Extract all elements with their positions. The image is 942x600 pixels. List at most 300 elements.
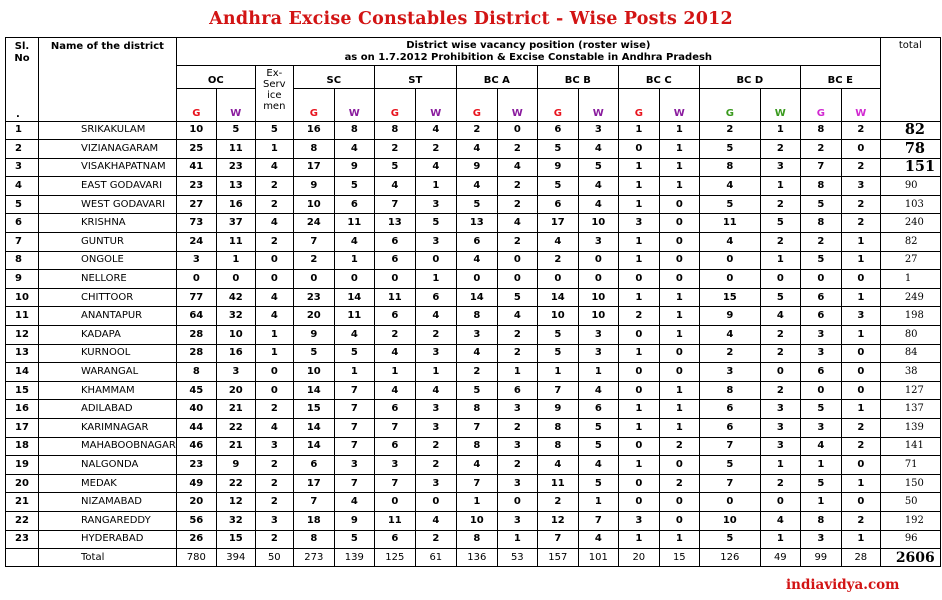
district-name: KHAMMAM xyxy=(39,381,177,400)
vacancy-cell: 1 xyxy=(841,530,880,549)
vacancy-cell: 7 xyxy=(537,381,578,400)
vacancy-cell: 7 xyxy=(699,474,760,493)
vacancy-cell: 3 xyxy=(618,511,659,530)
vacancy-cell: 1 xyxy=(760,121,800,140)
district-name: ADILABAD xyxy=(39,400,177,419)
row-total: 249 xyxy=(880,288,940,307)
vacancy-cell: 2 xyxy=(255,233,293,252)
vacancy-cell: 4 xyxy=(497,158,537,177)
total-cell: 101 xyxy=(578,549,618,567)
vacancy-cell: 41 xyxy=(176,158,216,177)
vacancy-cell: 1 xyxy=(216,251,255,270)
vacancy-cell: 2 xyxy=(659,474,699,493)
vacancy-cell: 6 xyxy=(415,288,456,307)
row-number: 11 xyxy=(6,307,39,326)
vacancy-cell: 4 xyxy=(255,419,293,438)
vacancy-cell: 7 xyxy=(334,437,374,456)
vacancy-cell: 11 xyxy=(216,233,255,252)
table-row xyxy=(6,270,941,289)
vacancy-cell: 3 xyxy=(415,474,456,493)
vacancy-cell: 3 xyxy=(497,437,537,456)
vacancy-cell: 2 xyxy=(255,177,293,196)
vacancy-cell: 3 xyxy=(800,344,841,363)
vacancy-cell: 7 xyxy=(334,381,374,400)
total-cell: 273 xyxy=(293,549,334,567)
row-number: 21 xyxy=(6,493,39,512)
vacancy-cell: 4 xyxy=(415,121,456,140)
row-total: 150 xyxy=(880,474,940,493)
district-name: EAST GODAVARI xyxy=(39,177,177,196)
total-cell: 49 xyxy=(760,549,800,567)
row-total: 192 xyxy=(880,511,940,530)
vacancy-cell: 0 xyxy=(618,474,659,493)
row-number: 13 xyxy=(6,344,39,363)
vacancy-cell: 1 xyxy=(618,195,659,214)
total-cell: 136 xyxy=(456,549,497,567)
vacancy-cell: 22 xyxy=(216,419,255,438)
vacancy-cell: 0 xyxy=(578,270,618,289)
total-cell: 126 xyxy=(699,549,760,567)
vacancy-cell: 17 xyxy=(293,158,334,177)
district-posts-table xyxy=(5,37,941,567)
vacancy-cell: 0 xyxy=(659,456,699,475)
vacancy-cell: 3 xyxy=(216,363,255,382)
district-name: WARANGAL xyxy=(39,363,177,382)
vacancy-cell: 1 xyxy=(618,158,659,177)
bca-w: W xyxy=(497,88,537,121)
vacancy-cell: 4 xyxy=(537,456,578,475)
vacancy-cell: 0 xyxy=(415,251,456,270)
row-number: 14 xyxy=(6,363,39,382)
vacancy-cell: 1 xyxy=(760,456,800,475)
cat-sc: SC xyxy=(293,66,374,89)
district-name: RANGAREDDY xyxy=(39,511,177,530)
vacancy-cell: 0 xyxy=(659,493,699,512)
vacancy-cell: 0 xyxy=(618,437,659,456)
vacancy-cell: 2 xyxy=(760,381,800,400)
vacancy-cell: 10 xyxy=(578,288,618,307)
vacancy-cell: 1 xyxy=(841,400,880,419)
cat-bce: BC E xyxy=(800,66,880,89)
vacancy-cell: 0 xyxy=(255,363,293,382)
row-total: 27 xyxy=(880,251,940,270)
row-total: 1 xyxy=(880,270,940,289)
vacancy-cell: 5 xyxy=(578,419,618,438)
total-cell: 53 xyxy=(497,549,537,567)
vacancy-cell: 0 xyxy=(456,270,497,289)
row-number: 7 xyxy=(6,233,39,252)
vacancy-cell: 6 xyxy=(699,400,760,419)
table-row xyxy=(6,288,941,307)
vacancy-cell: 2 xyxy=(415,530,456,549)
table-row xyxy=(6,493,941,512)
vacancy-cell: 8 xyxy=(293,530,334,549)
vacancy-cell: 5 xyxy=(334,530,374,549)
vacancy-cell: 11 xyxy=(699,214,760,233)
vacancy-cell: 1 xyxy=(618,419,659,438)
table-row xyxy=(6,381,941,400)
vacancy-cell: 0 xyxy=(374,270,415,289)
vacancy-cell: 3 xyxy=(578,121,618,140)
vacancy-cell: 16 xyxy=(293,121,334,140)
vacancy-cell: 7 xyxy=(800,158,841,177)
district-name: KARIMNAGAR xyxy=(39,419,177,438)
table-row xyxy=(6,474,941,493)
district-name: KADAPA xyxy=(39,326,177,345)
vacancy-cell: 2 xyxy=(699,344,760,363)
vacancy-cell: 1 xyxy=(659,121,699,140)
vacancy-cell: 0 xyxy=(497,493,537,512)
vacancy-cell: 0 xyxy=(618,363,659,382)
vacancy-cell: 7 xyxy=(334,474,374,493)
vacancy-cell: 1 xyxy=(659,158,699,177)
vacancy-cell: 2 xyxy=(415,326,456,345)
vacancy-cell: 1 xyxy=(760,177,800,196)
vacancy-cell: 6 xyxy=(800,288,841,307)
vacancy-cell: 4 xyxy=(578,530,618,549)
row-total: 82 xyxy=(880,121,940,140)
vacancy-cell: 11 xyxy=(334,214,374,233)
vacancy-cell: 0 xyxy=(659,511,699,530)
vacancy-cell: 7 xyxy=(699,437,760,456)
vacancy-cell: 22 xyxy=(216,474,255,493)
vacancy-cell: 0 xyxy=(841,493,880,512)
table-row xyxy=(6,195,941,214)
vacancy-cell: 1 xyxy=(255,326,293,345)
vacancy-cell: 3 xyxy=(374,456,415,475)
vacancy-cell: 25 xyxy=(176,140,216,159)
vacancy-cell: 12 xyxy=(216,493,255,512)
vacancy-cell: 8 xyxy=(699,158,760,177)
vacancy-cell: 0 xyxy=(760,493,800,512)
vacancy-cell: 1 xyxy=(618,288,659,307)
vacancy-cell: 0 xyxy=(497,121,537,140)
row-number: 9 xyxy=(6,270,39,289)
vacancy-cell: 1 xyxy=(618,233,659,252)
vacancy-cell: 23 xyxy=(293,288,334,307)
vacancy-cell: 26 xyxy=(176,530,216,549)
vacancy-cell: 8 xyxy=(334,121,374,140)
bce-w: W xyxy=(841,88,880,121)
bce-g: G xyxy=(800,88,841,121)
vacancy-cell: 1 xyxy=(497,363,537,382)
vacancy-cell: 6 xyxy=(497,381,537,400)
vacancy-cell: 2 xyxy=(760,140,800,159)
vacancy-cell: 11 xyxy=(537,474,578,493)
vacancy-cell: 2 xyxy=(841,195,880,214)
table-row xyxy=(6,214,941,233)
vacancy-cell: 17 xyxy=(293,474,334,493)
bcb-w: W xyxy=(578,88,618,121)
vacancy-cell: 0 xyxy=(841,456,880,475)
vacancy-cell: 4 xyxy=(374,344,415,363)
vacancy-cell: 6 xyxy=(293,456,334,475)
vacancy-cell: 4 xyxy=(760,307,800,326)
vacancy-cell: 24 xyxy=(176,233,216,252)
total-cell: 157 xyxy=(537,549,578,567)
vacancy-cell: 4 xyxy=(497,307,537,326)
vacancy-cell: 6 xyxy=(456,233,497,252)
vacancy-cell: 7 xyxy=(456,419,497,438)
table-row xyxy=(6,400,941,419)
sc-g: G xyxy=(293,88,334,121)
vacancy-cell: 4 xyxy=(374,381,415,400)
total-cell: 139 xyxy=(334,549,374,567)
vacancy-cell: 24 xyxy=(293,214,334,233)
vacancy-cell: 15 xyxy=(293,400,334,419)
district-name: GUNTUR xyxy=(39,233,177,252)
vacancy-cell: 1 xyxy=(659,530,699,549)
vacancy-cell: 7 xyxy=(293,493,334,512)
total-label: Total xyxy=(39,549,177,567)
vacancy-cell: 5 xyxy=(255,121,293,140)
vacancy-cell: 5 xyxy=(537,344,578,363)
vacancy-cell: 1 xyxy=(659,400,699,419)
vacancy-cell: 3 xyxy=(578,326,618,345)
vacancy-cell: 1 xyxy=(415,363,456,382)
vacancy-cell: 4 xyxy=(255,307,293,326)
vacancy-cell: 49 xyxy=(176,474,216,493)
cat-ex-servicemen: Ex-Serv ice men xyxy=(255,66,293,122)
vacancy-cell: 6 xyxy=(537,121,578,140)
row-total: 80 xyxy=(880,326,940,345)
vacancy-cell: 4 xyxy=(255,214,293,233)
vacancy-cell: 4 xyxy=(255,288,293,307)
bcc-w: W xyxy=(659,88,699,121)
vacancy-cell: 15 xyxy=(699,288,760,307)
vacancy-cell: 11 xyxy=(374,511,415,530)
vacancy-cell: 0 xyxy=(334,270,374,289)
vacancy-cell: 3 xyxy=(415,195,456,214)
vacancy-cell: 8 xyxy=(293,140,334,159)
table-body xyxy=(6,121,941,567)
vacancy-cell: 1 xyxy=(618,456,659,475)
vacancy-cell: 5 xyxy=(578,158,618,177)
vacancy-cell: 1 xyxy=(618,400,659,419)
vacancy-cell: 5 xyxy=(800,474,841,493)
vacancy-cell: 2 xyxy=(760,474,800,493)
vacancy-cell: 5 xyxy=(800,400,841,419)
vacancy-cell: 2 xyxy=(374,140,415,159)
vacancy-cell: 3 xyxy=(841,177,880,196)
vacancy-cell: 9 xyxy=(537,400,578,419)
row-number: 23 xyxy=(6,530,39,549)
vacancy-cell: 2 xyxy=(841,121,880,140)
table-row xyxy=(6,326,941,345)
district-name: MEDAK xyxy=(39,474,177,493)
vacancy-cell: 5 xyxy=(537,177,578,196)
vacancy-cell: 2 xyxy=(415,140,456,159)
vacancy-cell: 4 xyxy=(415,511,456,530)
vacancy-cell: 1 xyxy=(760,251,800,270)
district-header: Name of the district xyxy=(39,38,177,122)
st-g: G xyxy=(374,88,415,121)
vacancy-cell: 3 xyxy=(800,530,841,549)
vacancy-cell: 18 xyxy=(293,511,334,530)
vacancy-cell: 2 xyxy=(841,158,880,177)
vacancy-cell: 16 xyxy=(216,344,255,363)
vacancy-cell: 1 xyxy=(456,493,497,512)
row-total: 198 xyxy=(880,307,940,326)
vacancy-cell: 8 xyxy=(800,177,841,196)
vacancy-cell: 5 xyxy=(334,177,374,196)
vacancy-cell: 2 xyxy=(255,400,293,419)
vacancy-cell: 4 xyxy=(699,177,760,196)
vacancy-cell: 9 xyxy=(293,326,334,345)
vacancy-cell: 23 xyxy=(216,158,255,177)
vacancy-cell: 12 xyxy=(537,511,578,530)
vacancy-cell: 2 xyxy=(659,437,699,456)
vacancy-cell: 20 xyxy=(216,381,255,400)
vacancy-cell: 6 xyxy=(800,363,841,382)
vacancy-cell: 5 xyxy=(800,195,841,214)
vacancy-cell: 14 xyxy=(334,288,374,307)
vacancy-cell: 3 xyxy=(800,419,841,438)
vacancy-cell: 20 xyxy=(176,493,216,512)
vacancy-cell: 5 xyxy=(760,214,800,233)
row-number: 4 xyxy=(6,177,39,196)
vacancy-cell: 1 xyxy=(497,530,537,549)
vacancy-cell: 8 xyxy=(456,307,497,326)
vacancy-cell: 14 xyxy=(293,419,334,438)
row-total: 240 xyxy=(880,214,940,233)
total-cell: 125 xyxy=(374,549,415,567)
vacancy-cell: 0 xyxy=(255,270,293,289)
total-header: total xyxy=(880,38,940,122)
vacancy-cell: 0 xyxy=(659,251,699,270)
vacancy-cell: 2 xyxy=(841,437,880,456)
vacancy-cell: 1 xyxy=(841,288,880,307)
vacancy-cell: 1 xyxy=(255,140,293,159)
vacancy-cell: 5 xyxy=(537,140,578,159)
vacancy-cell: 8 xyxy=(456,400,497,419)
vacancy-cell: 3 xyxy=(415,400,456,419)
vacancy-cell: 0 xyxy=(760,270,800,289)
vacancy-cell: 4 xyxy=(578,381,618,400)
vacancy-cell: 15 xyxy=(216,530,255,549)
vacancy-cell: 3 xyxy=(497,511,537,530)
vacancy-cell: 9 xyxy=(293,177,334,196)
row-total: 139 xyxy=(880,419,940,438)
table-row xyxy=(6,456,941,475)
vacancy-cell: 9 xyxy=(537,158,578,177)
vacancy-cell: 14 xyxy=(293,381,334,400)
vacancy-cell: 6 xyxy=(374,437,415,456)
vacancy-cell: 2 xyxy=(415,456,456,475)
vacancy-cell: 1 xyxy=(374,363,415,382)
vacancy-cell: 1 xyxy=(760,530,800,549)
row-number: 12 xyxy=(6,326,39,345)
vacancy-cell: 56 xyxy=(176,511,216,530)
table-row xyxy=(6,233,941,252)
vacancy-cell: 6 xyxy=(578,400,618,419)
vacancy-cell: 1 xyxy=(618,530,659,549)
table-row xyxy=(6,344,941,363)
district-name: VIZIANAGARAM xyxy=(39,140,177,159)
vacancy-cell: 3 xyxy=(415,233,456,252)
vacancy-cell: 0 xyxy=(497,251,537,270)
row-total: 96 xyxy=(880,530,940,549)
vacancy-cell: 2 xyxy=(497,344,537,363)
vacancy-cell: 8 xyxy=(176,363,216,382)
vacancy-cell: 3 xyxy=(578,233,618,252)
district-name: KURNOOL xyxy=(39,344,177,363)
row-total: 137 xyxy=(880,400,940,419)
vacancy-cell: 14 xyxy=(456,288,497,307)
vacancy-cell: 4 xyxy=(537,233,578,252)
vacancy-cell: 2 xyxy=(255,474,293,493)
total-cell: 28 xyxy=(841,549,880,567)
row-total: 141 xyxy=(880,437,940,456)
vacancy-cell: 20 xyxy=(293,307,334,326)
vacancy-cell: 6 xyxy=(374,530,415,549)
total-cell: 50 xyxy=(255,549,293,567)
vacancy-cell: 0 xyxy=(293,270,334,289)
vacancy-cell: 2 xyxy=(456,121,497,140)
vacancy-cell: 2 xyxy=(841,214,880,233)
vacancy-cell: 2 xyxy=(537,493,578,512)
vacancy-cell: 0 xyxy=(841,344,880,363)
vacancy-cell: 5 xyxy=(537,326,578,345)
vacancy-cell: 1 xyxy=(800,456,841,475)
vacancy-cell: 10 xyxy=(699,511,760,530)
total-cell: 15 xyxy=(659,549,699,567)
vacancy-cell: 2 xyxy=(760,195,800,214)
vacancy-cell: 4 xyxy=(415,307,456,326)
vacancy-cell: 7 xyxy=(334,400,374,419)
vacancy-cell: 3 xyxy=(578,344,618,363)
vacancy-cell: 10 xyxy=(293,363,334,382)
district-name: KRISHNA xyxy=(39,214,177,233)
sc-w: W xyxy=(334,88,374,121)
vacancy-cell: 8 xyxy=(456,437,497,456)
row-number: 16 xyxy=(6,400,39,419)
bcb-g: G xyxy=(537,88,578,121)
vacancy-cell: 1 xyxy=(618,251,659,270)
vacancy-cell: 32 xyxy=(216,307,255,326)
vacancy-cell: 4 xyxy=(760,511,800,530)
row-total: 84 xyxy=(880,344,940,363)
vacancy-cell: 7 xyxy=(334,419,374,438)
vacancy-cell: 1 xyxy=(578,363,618,382)
vacancy-cell: 0 xyxy=(537,270,578,289)
district-name: ONGOLE xyxy=(39,251,177,270)
vacancy-cell: 8 xyxy=(537,437,578,456)
vacancy-cell: 11 xyxy=(216,140,255,159)
total-row-blank xyxy=(6,549,39,567)
vacancy-cell: 0 xyxy=(699,251,760,270)
vacancy-cell: 17 xyxy=(537,214,578,233)
vacancy-cell: 2 xyxy=(497,456,537,475)
table-row xyxy=(6,140,941,159)
vacancy-cell: 0 xyxy=(800,270,841,289)
vacancy-cell: 9 xyxy=(334,511,374,530)
grand-total: 2606 xyxy=(880,549,940,567)
vacancy-cell: 0 xyxy=(659,195,699,214)
vacancy-cell: 2 xyxy=(760,344,800,363)
total-row xyxy=(6,549,941,567)
vacancy-cell: 2 xyxy=(537,251,578,270)
table-row xyxy=(6,530,941,549)
vacancy-cell: 16 xyxy=(216,195,255,214)
vacancy-cell: 1 xyxy=(618,344,659,363)
vacancy-cell: 8 xyxy=(800,511,841,530)
vacancy-cell: 42 xyxy=(216,288,255,307)
row-number: 20 xyxy=(6,474,39,493)
vacancy-cell: 4 xyxy=(456,140,497,159)
vacancy-cell: 0 xyxy=(255,381,293,400)
vacancy-cell: 14 xyxy=(537,288,578,307)
